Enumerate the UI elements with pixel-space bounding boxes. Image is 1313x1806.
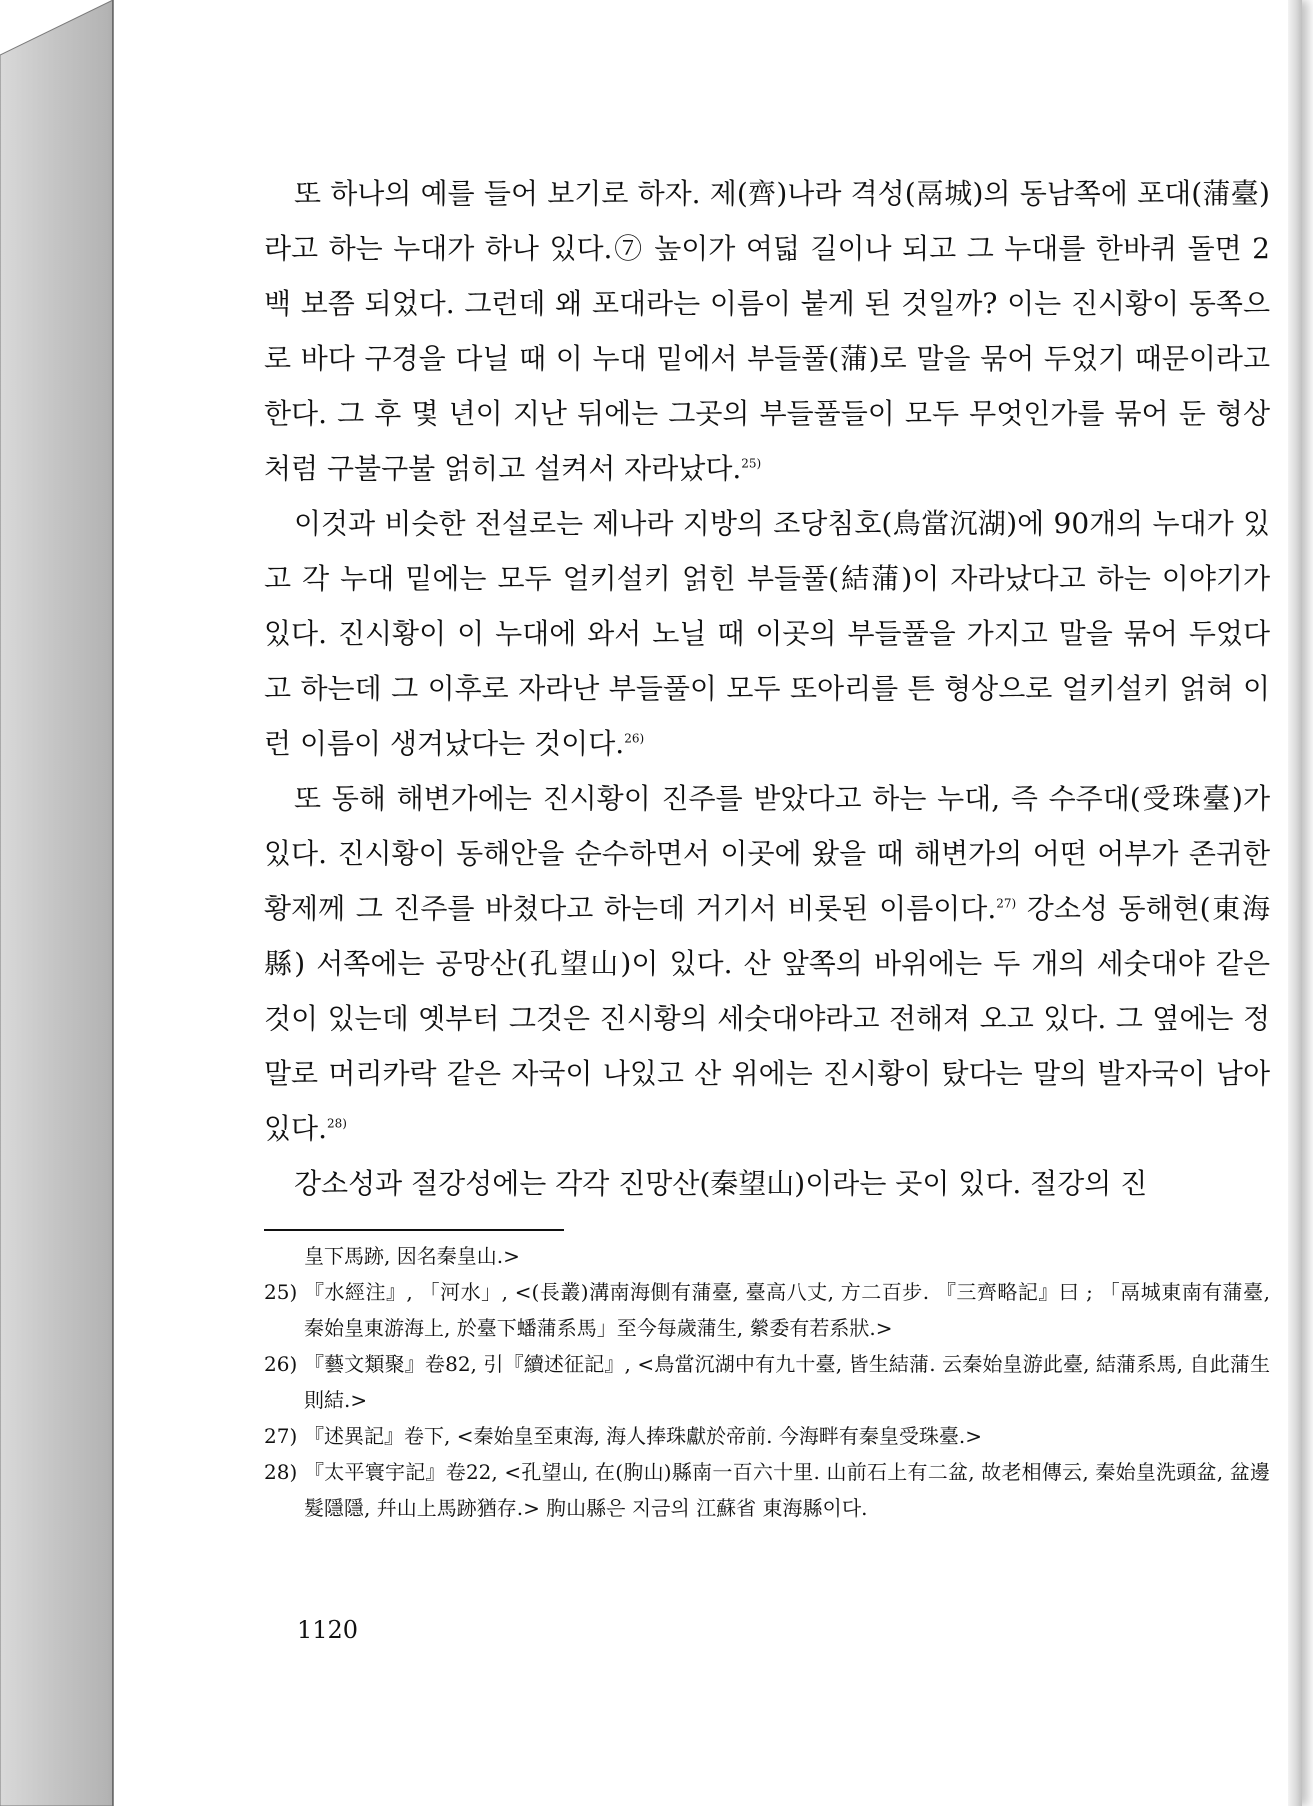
- footnotes: [264, 1238, 1270, 1526]
- paragraph-2: [264, 496, 1270, 771]
- footnote-ref-27[interactable]: 27): [996, 896, 1017, 911]
- footnote-text: 『水經注』, 「河水」, <(長叢)溝南海側有蒲臺, 臺高八丈, 方二百步. 『三齊略記』曰 ; 「鬲城東南有蒲臺, 秦始皇東游海上, 於臺下蟠蒲系馬」至今每歲蒲生, 縈委有若系狀.>: [304, 1280, 1270, 1340]
- footnote-divider: [264, 1229, 564, 1231]
- paragraph-4-text: 강소성과 절강성에는 각각 진망산(秦望山)이라는 곳이 있다. 절강의 진: [294, 1167, 1148, 1200]
- paragraph-1: [264, 166, 1270, 496]
- footnote-ref-28[interactable]: 28): [327, 1116, 347, 1131]
- paragraph-4: [264, 1156, 1270, 1211]
- footnote-continued: [264, 1238, 1270, 1274]
- footnote-27: [264, 1418, 1270, 1454]
- footnote-number: 28): [264, 1460, 298, 1484]
- paragraph-1-text-cont: 높이가 여덟 길이나 되고 그 누대를 한바퀴 돌면 2백 보쯤 되었다. 그런데 왜 포대라는 이름이 붙게 된 것일까? 이는 진시황이 동쪽으로 바다 구경을 다닐 때 이 누대 밑에서 부들풀(蒲)로 말을 묶어 두었기 때문이라고 한다. 그 후 몇 년이 지난 뒤에는 그곳의 부들풀들이 모두 무엇인가를 묶어 둔 형상처럼 구불구불 얽히고 설켜서 자라났다.: [264, 232, 1270, 485]
- page-number: 1120: [297, 1616, 359, 1644]
- footnote-28: [264, 1454, 1270, 1526]
- footnote-text: 皇下馬跡, 因名秦皇山.>: [304, 1244, 520, 1268]
- footnote-text: 『太平寰宇記』卷22, <孔望山, 在(朐山)縣南一百六十里. 山前石上有二盆, 故老相傳云, 秦始皇洗頭盆, 盆邊髮隱隱, 幷山上馬跡猶存.> 朐山縣은 지금의 江蘇省 東海縣이다.: [304, 1460, 1270, 1520]
- footnote-number: 25): [264, 1280, 298, 1304]
- footnote-number: 26): [264, 1352, 298, 1376]
- book-page: [113, 0, 1302, 1806]
- paragraph-1-text: 또 하나의 예를 들어 보기로 하자. 제(齊)나라 격성(鬲城)의 동남쪽에 포대(蒲臺)라고 하는 누대가 하나 있다.: [264, 177, 1270, 265]
- paragraph-3-text-cont: 강소성 동해현(東海縣) 서쪽에는 공망산(孔望山)이 있다. 산 앞쪽의 바위에는 두 개의 세숫대야 같은 것이 있는데 옛부터 그것은 진시황의 세숫대야라고 전해져 오고 있다. 그 옆에는 정말로 머리카락 같은 자국이 나있고 산 위에는 진시황이 탔다는 말의 발자국이 남아 있다.: [264, 892, 1271, 1145]
- footnote-26: [264, 1346, 1270, 1418]
- paragraph-2-text: 이것과 비슷한 전설로는 제나라 지방의 조당침호(鳥當沉湖)에 90개의 누대가 있고 각 누대 밑에는 모두 얼키설키 얽힌 부들풀(結蒲)이 자라났다고 하는 이야기가 있다. 진시황이 이 누대에 와서 노닐 때 이곳의 부들풀을 가지고 말을 묶어 두었다고 하는데 그 이후로 자라난 부들풀이 모두 또아리를 튼 형상으로 얼키설키 얽혀 이런 이름이 생겨났다는 것이다.: [264, 507, 1270, 760]
- page-edge: [1288, 0, 1302, 1806]
- book-spine: [0, 0, 115, 1806]
- footnote-text: 『述異記』卷下, <秦始皇至東海, 海人捧珠獻於帝前. 今海畔有秦皇受珠臺.>: [304, 1424, 983, 1448]
- footnote-text: 『藝文類聚』卷82, 引『續述征記』, <鳥當沉湖中有九十臺, 皆生結蒲. 云秦始皇游此臺, 結蒲系馬, 自此蒲生則結.>: [304, 1352, 1270, 1412]
- footnote-ref-26[interactable]: 26): [624, 731, 645, 746]
- footnote-number: 27): [264, 1424, 298, 1448]
- main-text: [264, 166, 1270, 1211]
- paragraph-3: [264, 771, 1270, 1156]
- footnote-25: [264, 1274, 1270, 1346]
- paragraph-3-text: 또 동해 해변가에는 진시황이 진주를 받았다고 하는 누대, 즉 수주대(受珠臺)가 있다. 진시황이 동해안을 순수하면서 이곳에 왔을 때 해변가의 어떤 어부가 존귀한 황제께 그 진주를 바쳤다고 하는데 거기서 비롯된 이름이다.: [264, 782, 1270, 925]
- footnote-ref-25[interactable]: 25): [741, 456, 762, 471]
- circled-marker: ⑦: [612, 232, 644, 265]
